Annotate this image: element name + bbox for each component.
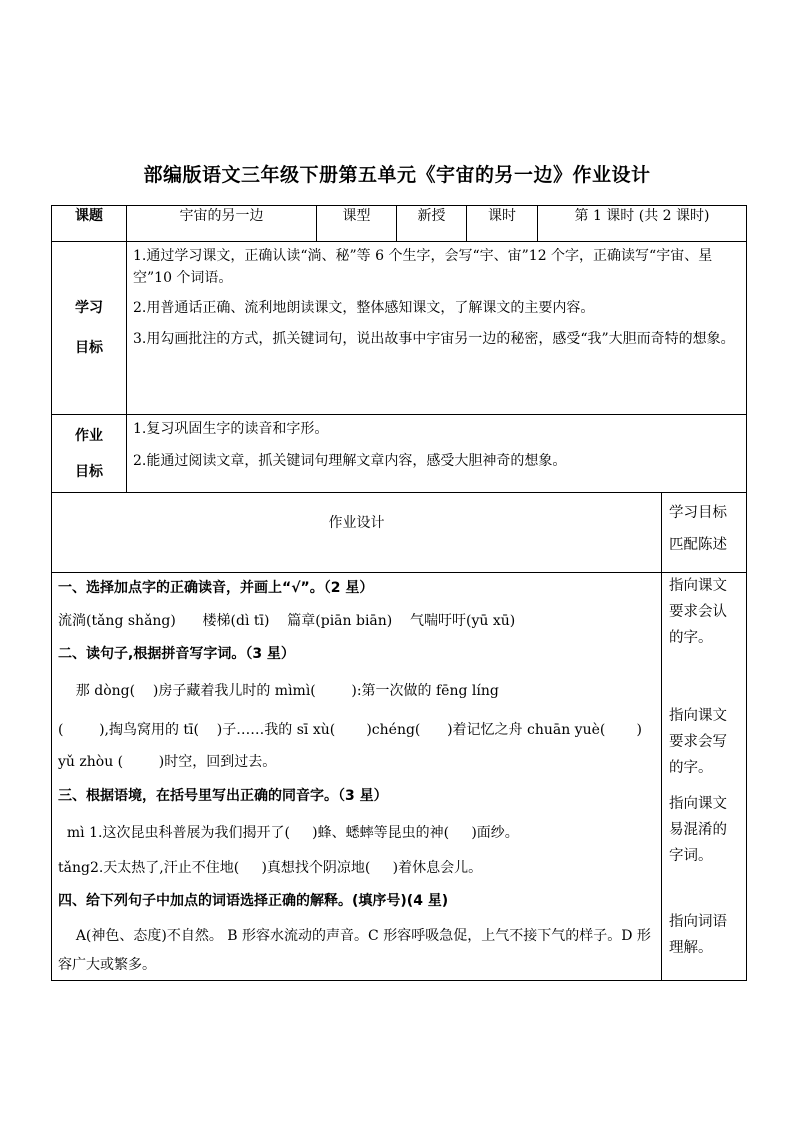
homework-goals-label-line1: 作业: [75, 427, 103, 444]
page-title: 部编版语文三年级下册第五单元《宇宙的另一边》作业设计: [143, 164, 651, 186]
homework-goals-label-line2: 目标: [75, 463, 103, 480]
match-text: 的字。: [669, 760, 713, 776]
match-heading: [662, 493, 747, 573]
type-value: 新授: [397, 206, 467, 242]
exercises-row: [52, 573, 747, 981]
period-label: 课时: [467, 206, 538, 242]
section-2-line1: 那 dòng( )房子藏着我儿时的 mìmì( ):第一次做的 fēng líng: [58, 683, 499, 699]
match-section-2: [669, 703, 742, 781]
match-text: 指向课文: [669, 708, 727, 724]
match-heading-line1: 学习目标: [669, 505, 727, 521]
type-label: 课型: [317, 206, 397, 242]
learning-goal-item: 2.用普通话正确、流利地朗读课文，整体感知课文，了解课文的主要内容。: [133, 300, 595, 317]
match-text: 要求会认: [669, 604, 727, 620]
match-text: 字词。: [669, 848, 713, 864]
learning-goals-row: [52, 242, 747, 415]
topic-value: 宇宙的另一边: [127, 206, 317, 242]
match-section-3: [669, 791, 742, 869]
section-3-heading: 三、根据语境，在括号里写出正确的同音字。（3 星）: [58, 788, 388, 804]
topic-label: 课题: [52, 206, 127, 242]
match-section-4: [669, 909, 742, 961]
homework-design-table: [51, 205, 747, 981]
learning-goals-label-line2: 目标: [75, 340, 103, 356]
section-3-line1: mì 1.这次昆虫科普展为我们揭开了( )蜂、蟋蟀等昆虫的神( )面纱。: [58, 825, 519, 841]
header-row: [52, 206, 747, 242]
section-4-heading: 四、给下列句子中加点的词语选择正确的解释。(填序号)(4 星): [58, 893, 449, 909]
section-4-line1: A(神色、态度)不自然。 B 形容水流动的声音。C 形容呼吸急促，上气不接下气的样子。D 形容广大或繁多。: [58, 928, 651, 973]
learning-goals-label-line1: 学习: [75, 300, 103, 316]
design-heading-row: [52, 493, 747, 573]
period-value: 第 1 课时 (共 2 课时): [538, 206, 747, 242]
match-text: 易混淆的: [669, 822, 727, 838]
section-2-line2: ( ),掏鸟窝用的 tī( )子……我的 sī xù( )chéng( )着记忆之舟 chuān yuè( ) yǔ zhòu ( )时空，回到过去。: [58, 722, 647, 770]
section-2-heading: 二、读句子,根据拼音写字词。（3 星）: [58, 646, 295, 662]
learning-goals-label: [52, 242, 127, 415]
match-text: 指向课文: [669, 796, 727, 812]
section-3-line2: tǎng2.天太热了,汗止不住地( )真想找个阴凉地( )着休息会儿。: [58, 860, 483, 876]
exercises-content: [52, 573, 662, 981]
homework-goal-item: 2.能通过阅读文章，抓关键词句理解文章内容，感受大胆神奇的想象。: [133, 452, 567, 469]
homework-goals-content: [127, 415, 747, 493]
match-text: 指向词语: [669, 914, 727, 930]
learning-goal-item: 3.用勾画批注的方式，抓关键词句，说出故事中宇宙另一边的秘密，感受“我”大胆而奇特的想象。: [133, 331, 735, 348]
homework-goals-label: [52, 415, 127, 493]
match-text: 的字。: [669, 630, 713, 646]
homework-goals-row: [52, 415, 747, 493]
match-text: 理解。: [669, 940, 713, 956]
match-heading-line2: 匹配陈述: [669, 537, 727, 553]
match-text: 指向课文: [669, 578, 727, 594]
homework-goal-item: 1.复习巩固生字的读音和字形。: [133, 421, 329, 437]
section-1-heading: 一、选择加点字的正确读音，并画上“√”。（2 星）: [58, 580, 374, 596]
match-text: 要求会写: [669, 734, 727, 750]
learning-goal-item: 1.通过学习课文，正确认读“淌、秘”等 6 个生字，会写“宇、宙”12 个字，正确读写“宇宙、星空”10 个词语。: [133, 248, 713, 286]
design-heading: 作业设计: [52, 493, 662, 573]
learning-goals-content: [127, 242, 747, 415]
match-section-1: [669, 573, 742, 651]
section-1-line: 流淌(tǎng shǎng) 楼梯(dì tī) 篇章(piān biān) 气喘吁吁(yū xū): [58, 613, 516, 629]
match-column: [662, 573, 747, 981]
